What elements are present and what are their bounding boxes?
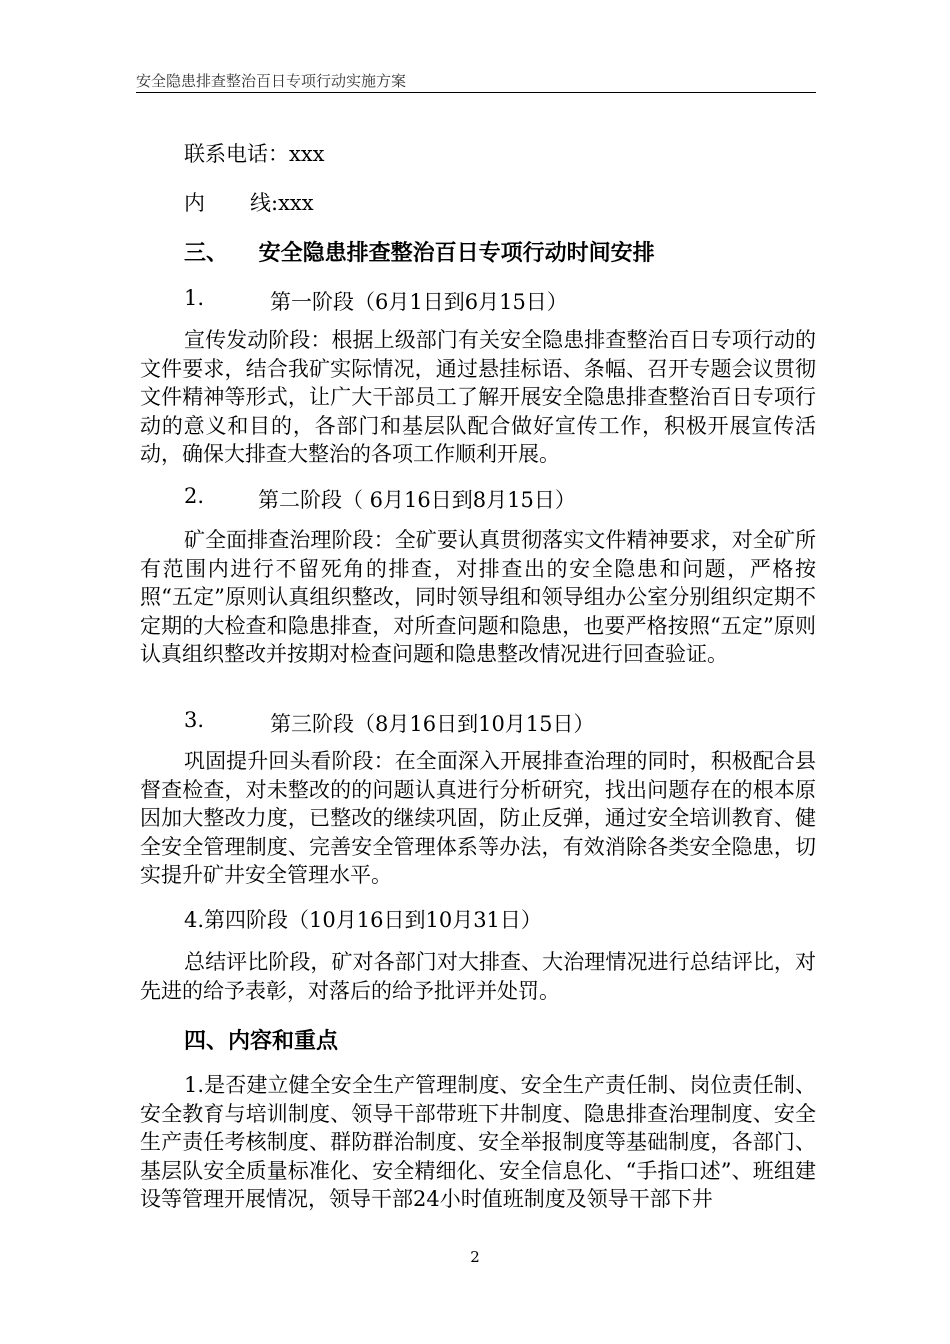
- stage-1-heading: 第一阶段（6月1日到6月15日）: [270, 290, 568, 314]
- stage-4-heading: 4.第四阶段（10月16日到10月31日）: [184, 908, 542, 932]
- stage-3-body: 巩固提升回头看阶段：在全面深入开展排查治理的同时，积极配合县督查检查，对未整改的的问题认真进行分析研究，找出问题存在的根本原因加大整改力度，已整改的继续巩固，防止反弹，通过安全培训教育、健全安全管理制度、完善安全管理体系等办法，有效消除各类安全隐患，切实提升矿井安全管理水平。: [140, 749, 816, 887]
- stage-4-body: 总结评比阶段，矿对各部门对大排查、大治理情况进行总结评比，对先进的给予表彰，对落后的给予批评并处罚。: [140, 950, 816, 1003]
- contact-ext-value: 线:xxx: [250, 191, 314, 215]
- stage-2-body: 矿全面排查治理阶段：全矿要认真贯彻落实文件精神要求，对全矿所有范围内进行不留死角的排查，对排查出的安全隐患和问题，严格按照“五定”原则认真组织整改，同时领导组和领导组办公室分别组织定期不定期的大检查和隐患排查，对所查问题和隐患，也要严格按照“五定”原则认真组织整改并按期对检查问题和隐患整改情况进行回查验证。: [140, 528, 816, 666]
- contact-phone: 联系电话：xxx: [184, 142, 325, 166]
- section-4-title: 四、内容和重点: [184, 1028, 339, 1054]
- section-3-title: 三、 安全隐患排查整治百日专项行动时间安排: [184, 240, 655, 266]
- section-4-item-1: 1.是否建立健全安全生产管理制度、安全生产责任制、岗位责任制、安全教育与培训制度、领导干部带班下井制度、隐患排查治理制度、安全生产责任考核制度、群防群治制度、安全举报制度等基础制度，各部门、基层队安全质量标准化、安全精细化、安全信息化、“手指口述”、班组建设等管理开展情况，领导干部24小时值班制度及领导干部下井: [140, 1073, 816, 1211]
- stage-3-number: 3.: [184, 708, 205, 732]
- running-header: 安全隐患排查整治百日专项行动实施方案: [136, 72, 407, 90]
- stage-2-number: 2.: [184, 484, 205, 508]
- contact-ext-label: 内: [184, 191, 205, 215]
- stage-3-heading: 第三阶段（8月16日到10月15日）: [270, 712, 595, 736]
- header-divider: [136, 92, 816, 93]
- stage-2-heading: 第二阶段（ 6月16日到8月15日）: [258, 488, 576, 512]
- page-number: 2: [470, 1248, 480, 1266]
- stage-1-body: 宣传发动阶段：根据上级部门有关安全隐患排查整治百日专项行动的文件要求，结合我矿实际情况，通过悬挂标语、条幅、召开专题会议贯彻文件精神等形式，让广大干部员工了解开展安全隐患排查整治百日专项行动的意义和目的，各部门和基层队配合做好宣传工作，积极开展宣传活动，确保大排查大整治的各项工作顺利开展。: [140, 328, 816, 466]
- stage-1-number: 1.: [184, 286, 205, 310]
